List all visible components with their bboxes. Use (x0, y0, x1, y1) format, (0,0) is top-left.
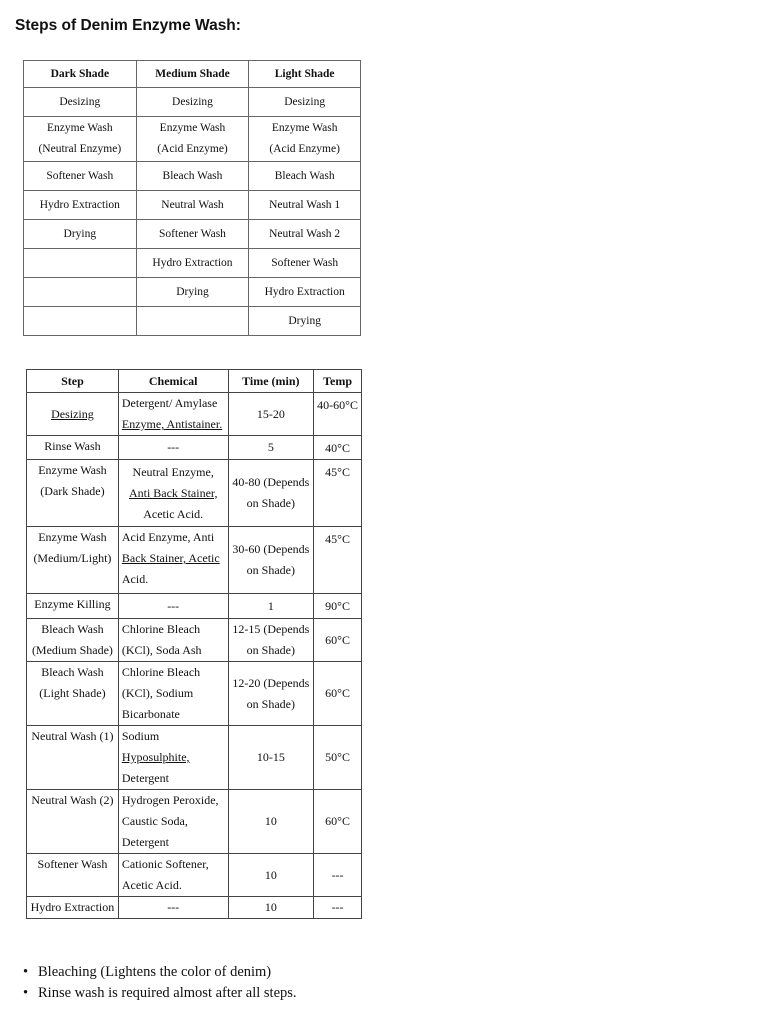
light-shade-step (249, 162, 361, 191)
cell-line: Desizing (172, 95, 213, 108)
step-cell (27, 436, 119, 460)
light-shade-step (249, 117, 361, 162)
step-name: (Dark Shade) (40, 484, 105, 498)
step-cell (27, 594, 119, 619)
chemical-name: --- (167, 900, 180, 914)
chemical-name: Acetic Acid. (121, 878, 182, 892)
time-value: 40-80 (Depends (232, 475, 310, 489)
step-name: Bleach Wash (41, 622, 104, 636)
bullet-icon: • (23, 964, 29, 980)
table-row (24, 220, 361, 249)
chemical-name: (KCl), Soda Ash (121, 643, 202, 657)
chemical-name: Sodium (121, 729, 160, 743)
header-light-shade: Light Shade (249, 61, 361, 88)
bullet-icon: • (23, 985, 29, 1001)
light-shade-step (249, 278, 361, 307)
header-medium-shade: Medium Shade (136, 61, 249, 88)
chemical-name: Enzyme, Antistainer. (121, 417, 223, 431)
chemical-name: Detergent (121, 771, 169, 785)
note-text: Bleaching (Lightens the color of denim) (38, 964, 272, 980)
step-name: (Medium Shade) (31, 643, 113, 657)
cell-line: Drying (288, 314, 321, 327)
table-row (24, 307, 361, 336)
header-chemical: Chemical (118, 370, 228, 393)
dark-shade-step (24, 249, 137, 278)
table-row (24, 191, 361, 220)
cell-line: Softener Wash (46, 169, 114, 182)
chemical-cell (118, 619, 228, 662)
temp-cell: 40°C (314, 436, 362, 460)
process-table-header-row (27, 370, 362, 393)
chemical-name: Hydrogen Peroxide, (121, 793, 219, 807)
temp-cell: 60°C (314, 662, 362, 726)
time-value: 30-60 (Depends (232, 542, 310, 556)
chemical-name: Anti Back Stainer, (128, 485, 218, 500)
medium-shade-step (136, 249, 249, 278)
chemical-name: Detergent (121, 835, 169, 849)
step-name: Softener Wash (37, 857, 108, 871)
step-cell (27, 662, 119, 726)
medium-shade-step (136, 191, 249, 220)
cell-line: Hydro Extraction (264, 285, 345, 298)
temp-cell: 60°C (314, 790, 362, 854)
cell-line: Desizing (59, 95, 101, 108)
light-shade-step (249, 249, 361, 278)
medium-shade-step (136, 278, 249, 307)
chemical-name: Chlorine Bleach (121, 622, 201, 636)
step-name: Rinse Wash (44, 439, 101, 453)
medium-shade-step (136, 117, 249, 162)
step-cell (27, 726, 119, 790)
medium-shade-step (136, 220, 249, 249)
table-row (27, 726, 362, 790)
temp-cell: 60°C (314, 619, 362, 662)
table-row (24, 249, 361, 278)
temp-cell: 50°C (314, 726, 362, 790)
dark-shade-step (24, 220, 137, 249)
step-cell (27, 393, 119, 436)
table-row (27, 790, 362, 854)
header-step: Step (27, 370, 119, 393)
header-time: Time (min) (228, 370, 314, 393)
chemical-name: --- (167, 440, 180, 454)
dark-shade-step (24, 307, 137, 336)
note-item (20, 962, 297, 983)
dark-shade-step (24, 162, 137, 191)
chemical-name: Acid Enzyme, Anti (121, 530, 215, 544)
time-value: 5 (267, 440, 274, 454)
header-dark-shade: Dark Shade (24, 61, 137, 88)
time-cell (228, 897, 314, 919)
light-shade-step (249, 307, 361, 336)
step-name: Hydro Extraction (30, 900, 115, 914)
time-value: on Shade) (246, 643, 295, 657)
cell-line: Drying (63, 227, 97, 240)
note-text: Rinse wash is required almost after all steps. (38, 985, 297, 1001)
time-value: 12-15 (Depends (232, 622, 310, 636)
table-row (27, 436, 362, 460)
chemical-cell (118, 790, 228, 854)
temp-cell: --- (314, 897, 362, 919)
time-value: 10-15 (256, 750, 285, 764)
chemical-cell (118, 527, 228, 594)
chemical-cell (118, 594, 228, 619)
time-cell (228, 594, 314, 619)
chemical-cell (118, 854, 228, 897)
table-row (27, 662, 362, 726)
chemical-cell (118, 436, 228, 460)
table-row (27, 619, 362, 662)
time-cell (228, 393, 314, 436)
cell-line: Enzyme Wash (47, 122, 113, 134)
chemical-name: Cationic Softener, (121, 857, 209, 871)
medium-shade-step (136, 162, 249, 191)
dark-shade-step (24, 117, 137, 162)
time-value: on Shade) (246, 496, 295, 510)
cell-line: Hydro Extraction (39, 198, 120, 211)
temp-cell: 45°C (314, 460, 362, 527)
table-row (24, 278, 361, 307)
cell-line: Bleach Wash (274, 169, 335, 182)
time-cell (228, 619, 314, 662)
step-name: (Light Shade) (39, 686, 106, 700)
chemical-cell (118, 726, 228, 790)
step-name: Enzyme Killing (34, 597, 111, 611)
shade-table-header-row (24, 61, 361, 88)
table-row (27, 897, 362, 919)
time-value: 10 (264, 867, 277, 882)
time-cell (228, 662, 314, 726)
temp-cell: 90°C (314, 594, 362, 619)
dark-shade-step (24, 278, 137, 307)
time-cell (228, 854, 314, 897)
time-value: 10 (264, 814, 277, 828)
step-cell (27, 790, 119, 854)
step-name: Bleach Wash (41, 665, 104, 679)
time-value: 12-20 (Depends (232, 675, 310, 690)
table-row (24, 162, 361, 191)
step-name: (Medium/Light) (33, 551, 112, 565)
chemical-name: Back Stainer, Acetic (121, 551, 220, 565)
step-name: Desizing (51, 406, 94, 421)
step-name: Neutral Wash (2) (31, 793, 114, 807)
step-name: Neutral Wash (1) (31, 729, 114, 743)
step-cell (27, 527, 119, 594)
chemical-cell (118, 393, 228, 436)
chemical-cell (118, 460, 228, 527)
chemical-name: Acetic Acid. (143, 506, 204, 521)
chemical-cell (118, 897, 228, 919)
chemical-name: Detergent/ Amylase (121, 396, 218, 410)
time-value: on Shade) (246, 563, 295, 577)
dark-shade-step (24, 191, 137, 220)
shade-steps-table (23, 60, 361, 336)
time-value: 10 (264, 900, 277, 914)
chemical-name: (KCl), Sodium (121, 686, 194, 700)
cell-line: (Acid Enzyme) (157, 143, 228, 155)
chemical-name: Hyposulphite, (121, 750, 190, 764)
time-value: 1 (267, 598, 274, 613)
table-row (27, 393, 362, 436)
chemical-name: --- (167, 598, 180, 613)
cell-line: Enzyme Wash (271, 122, 338, 134)
time-cell (228, 726, 314, 790)
medium-shade-step (136, 307, 249, 336)
time-value: on Shade) (246, 696, 295, 711)
chemical-name: Bicarbonate (121, 707, 180, 721)
page-title: Steps of Denim Enzyme Wash: (15, 17, 241, 34)
dark-shade-step (24, 88, 137, 117)
time-cell (228, 790, 314, 854)
cell-line: Drying (176, 285, 209, 298)
cell-line: Hydro Extraction (152, 256, 233, 269)
cell-line: Softener Wash (271, 256, 339, 269)
cell-line: Enzyme Wash (159, 122, 226, 134)
chemical-name: Caustic Soda, (121, 814, 188, 828)
light-shade-step (249, 191, 361, 220)
notes-list (20, 962, 297, 1004)
cell-line: (Acid Enzyme) (269, 143, 340, 155)
chemical-name: Chlorine Bleach (121, 665, 201, 679)
time-cell (228, 436, 314, 460)
table-row (24, 117, 361, 162)
light-shade-step (249, 220, 361, 249)
table-row (27, 594, 362, 619)
cell-line: (Neutral Enzyme) (38, 143, 122, 155)
cell-line: Bleach Wash (162, 169, 223, 182)
table-row (27, 460, 362, 527)
note-item (20, 983, 297, 1004)
chemical-name: Acid. (121, 572, 149, 586)
cell-line: Neutral Wash 2 (269, 227, 341, 240)
wash-process-table (26, 369, 362, 919)
step-cell (27, 460, 119, 527)
chemical-cell (118, 662, 228, 726)
temp-cell: 45°C (314, 527, 362, 594)
cell-line: Desizing (284, 95, 326, 108)
step-cell (27, 897, 119, 919)
step-cell (27, 619, 119, 662)
time-cell (228, 527, 314, 594)
medium-shade-step (136, 88, 249, 117)
light-shade-step (249, 88, 361, 117)
step-name: Enzyme Wash (38, 530, 107, 544)
time-cell (228, 460, 314, 527)
temp-cell: 40-60°C (314, 393, 362, 436)
step-cell (27, 854, 119, 897)
header-temp: Temp (314, 370, 362, 393)
cell-line: Neutral Wash 1 (269, 198, 341, 211)
time-value: 15-20 (256, 406, 285, 421)
step-name: Enzyme Wash (38, 463, 107, 477)
table-row (27, 527, 362, 594)
cell-line: Softener Wash (159, 227, 226, 240)
chemical-name: Neutral Enzyme, (132, 464, 214, 479)
table-row (27, 854, 362, 897)
table-row (24, 88, 361, 117)
temp-cell: --- (314, 854, 362, 897)
cell-line: Neutral Wash (161, 198, 224, 211)
